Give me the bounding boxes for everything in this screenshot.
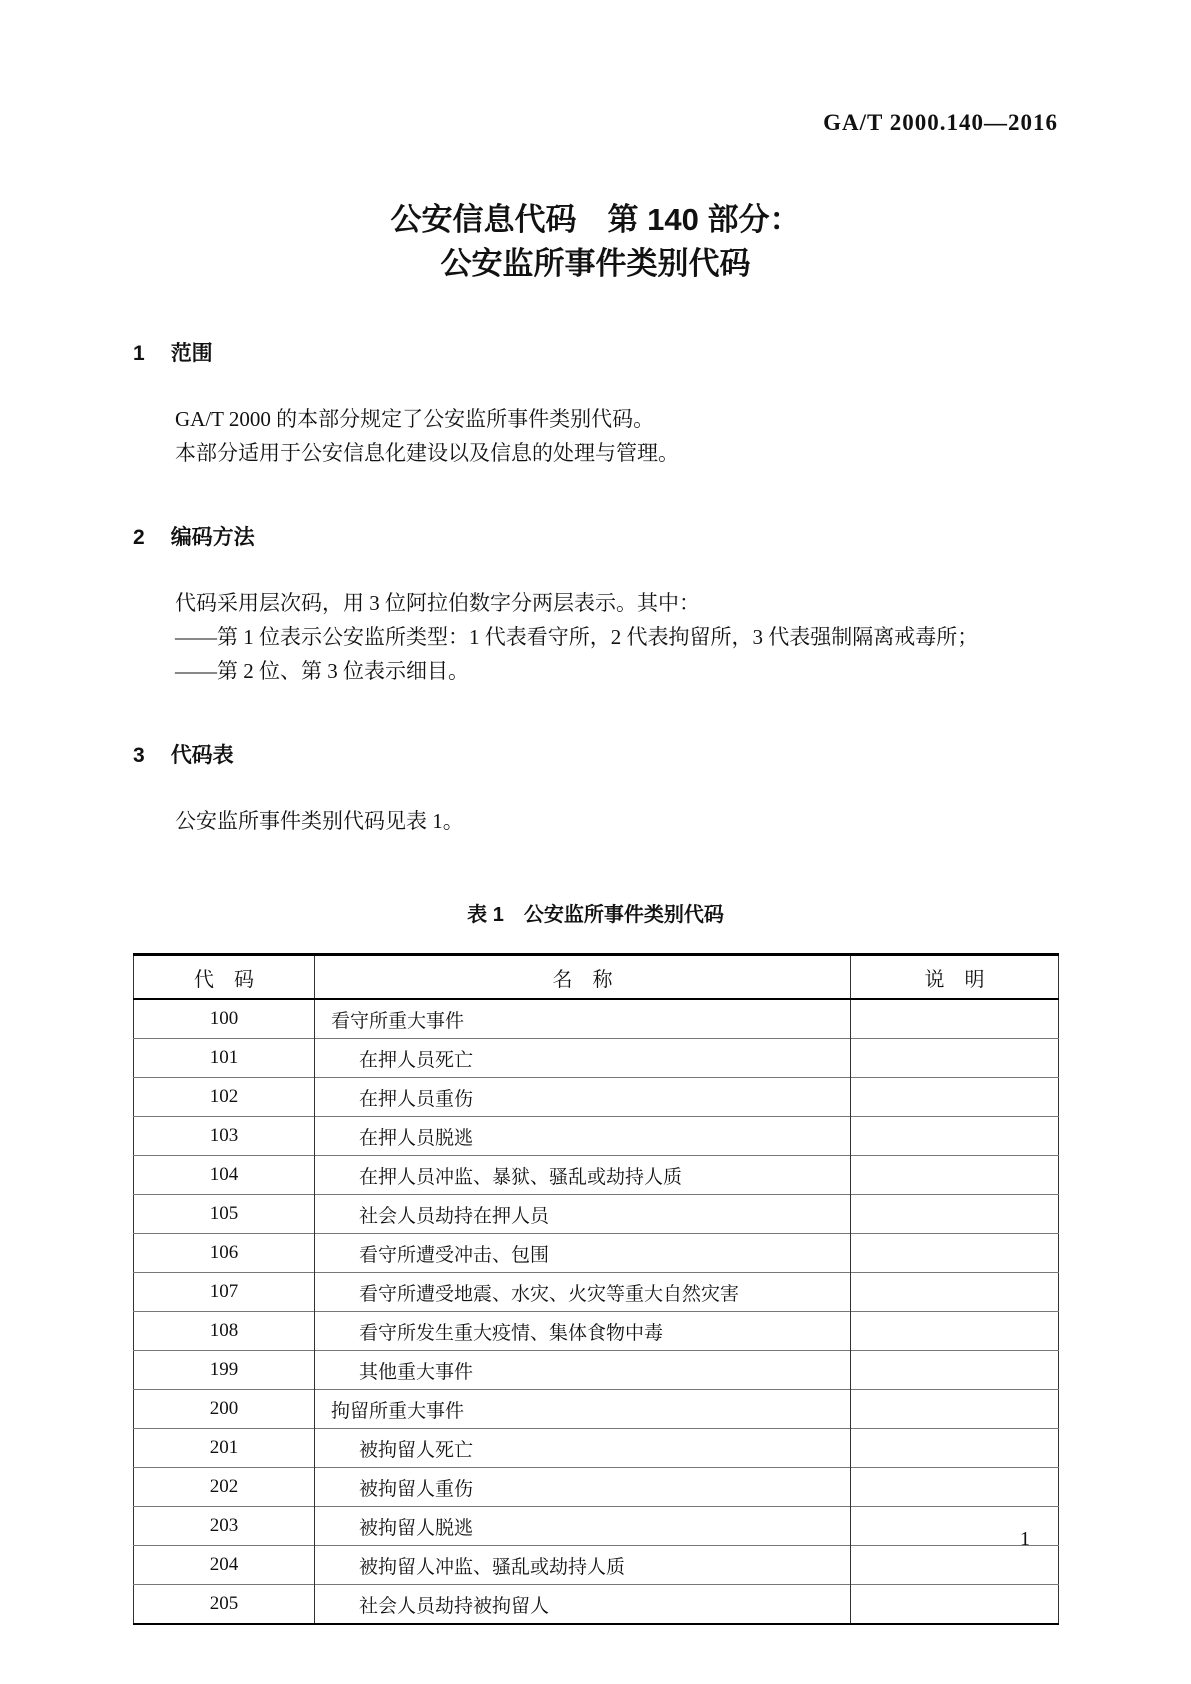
column-header-note: 说 明: [851, 955, 1059, 1000]
cell-code: 102: [134, 1078, 315, 1117]
cell-note: [851, 999, 1059, 1039]
cell-code: 204: [134, 1546, 315, 1585]
table-row: [134, 1234, 1059, 1273]
title-line-1: 公安信息代码 第 140 部分：: [390, 202, 801, 237]
cell-code: 203: [134, 1507, 315, 1546]
cell-code: 100: [209, 1008, 239, 1029]
cell-name: 看守所遭受地震、水灾、火灾等重大自然灾害: [315, 1273, 851, 1312]
section-title: 代码表: [170, 744, 234, 767]
code-table: [133, 953, 1059, 1625]
section-title: 编码方法: [170, 526, 255, 549]
table-header-row: [134, 955, 1059, 1000]
document-title: [133, 198, 1058, 286]
table-row: [134, 1585, 1059, 1625]
column-header-name: 名 称: [315, 955, 851, 1000]
cell-code: 200: [134, 1390, 315, 1429]
cell-code: 104: [134, 1156, 315, 1195]
cell-code: 201: [134, 1429, 315, 1468]
table-row: [134, 1351, 1059, 1390]
section-heading-code-table: [133, 742, 1058, 770]
cell-code: 108: [134, 1312, 315, 1351]
cell-note: [851, 1195, 1059, 1234]
paragraph: 公安监所事件类别代码见表 1。: [175, 809, 464, 833]
cell-name: 在押人员死亡: [315, 1039, 851, 1078]
cell-code: 105: [134, 1195, 315, 1234]
cell-note: [851, 1546, 1059, 1585]
cell-code: 205: [134, 1585, 315, 1625]
cell-name: 被拘留人重伤: [315, 1468, 851, 1507]
table-row: [134, 1390, 1059, 1429]
cell-code: 103: [134, 1117, 315, 1156]
table-row: [134, 1078, 1059, 1117]
cell-note: [851, 1156, 1059, 1195]
section-heading-scope: [133, 340, 1058, 368]
cell-name: 被拘留人死亡: [315, 1429, 851, 1468]
cell-note: [851, 1351, 1059, 1390]
cell-name: 看守所重大事件: [315, 999, 851, 1039]
cell-note: [851, 1039, 1059, 1078]
cell-name: 在押人员重伤: [315, 1078, 851, 1117]
cell-name: 拘留所重大事件: [315, 1390, 851, 1429]
table-row: [134, 1039, 1059, 1078]
page-number: 1: [1020, 1528, 1030, 1550]
table-row: [134, 999, 1059, 1039]
dash-item: ——第 2 位、第 3 位表示细目。: [175, 659, 469, 683]
cell-name: 社会人员劫持被拘留人: [315, 1585, 851, 1625]
cell-note: [851, 1429, 1059, 1468]
cell-name: 被拘留人冲监、骚乱或劫持人质: [315, 1546, 851, 1585]
cell-code: 202: [134, 1468, 315, 1507]
table-row: [134, 1312, 1059, 1351]
cell-name: 社会人员劫持在押人员: [315, 1195, 851, 1234]
cell-note: [851, 1585, 1059, 1625]
cell-code: 101: [134, 1039, 315, 1078]
section-title: 范围: [170, 342, 213, 365]
paragraph: 代码采用层次码，用 3 位阿拉伯数字分两层表示。其中：: [175, 591, 700, 615]
section-scope-body: [133, 402, 1058, 470]
section-heading-coding-method: [133, 524, 1058, 552]
cell-name: 看守所发生重大疫情、集体食物中毒: [315, 1312, 851, 1351]
cell-code: 199: [134, 1351, 315, 1390]
table-row: [134, 1273, 1059, 1312]
section-coding-method-body: [133, 586, 1058, 688]
paragraph: 本部分适用于公安信息化建设以及信息的处理与管理。: [175, 441, 679, 465]
page-content: [133, 0, 1058, 1625]
section-number: 3: [133, 744, 145, 767]
cell-note: [851, 1312, 1059, 1351]
cell-name: 其他重大事件: [315, 1351, 851, 1390]
cell-name: 在押人员冲监、暴狱、骚乱或劫持人质: [315, 1156, 851, 1195]
cell-note: [851, 1078, 1059, 1117]
title-line-2: 公安监所事件类别代码: [440, 246, 751, 281]
section-number: 1: [133, 342, 145, 365]
cell-note: [851, 1117, 1059, 1156]
cell-note: [851, 1234, 1059, 1273]
section-code-table-body: [133, 804, 1058, 838]
table-row: [134, 1468, 1059, 1507]
table-caption: 表 1 公安监所事件类别代码: [467, 904, 724, 926]
cell-note: [851, 1468, 1059, 1507]
cell-name: 在押人员脱逃: [315, 1117, 851, 1156]
table-row: [134, 1156, 1059, 1195]
paragraph: GA/T 2000 的本部分规定了公安监所事件类别代码。: [175, 407, 655, 431]
column-header-code: 代 码: [134, 955, 315, 1000]
cell-name: 被拘留人脱逃: [315, 1507, 851, 1546]
cell-code: 106: [134, 1234, 315, 1273]
cell-code: 107: [134, 1273, 315, 1312]
table-row: [134, 1546, 1059, 1585]
table-row: [134, 1429, 1059, 1468]
dash-item: ——第 1 位表示公安监所类型：1 代表看守所，2 代表拘留所，3 代表强制隔离戒毒所；: [175, 625, 979, 649]
table-row: [134, 1117, 1059, 1156]
table-row: [134, 1195, 1059, 1234]
doc-number: GA/T 2000.140—2016: [823, 110, 1058, 135]
cell-note: [851, 1390, 1059, 1429]
section-number: 2: [133, 526, 145, 549]
cell-note: [851, 1273, 1059, 1312]
cell-name: 看守所遭受冲击、包围: [315, 1234, 851, 1273]
